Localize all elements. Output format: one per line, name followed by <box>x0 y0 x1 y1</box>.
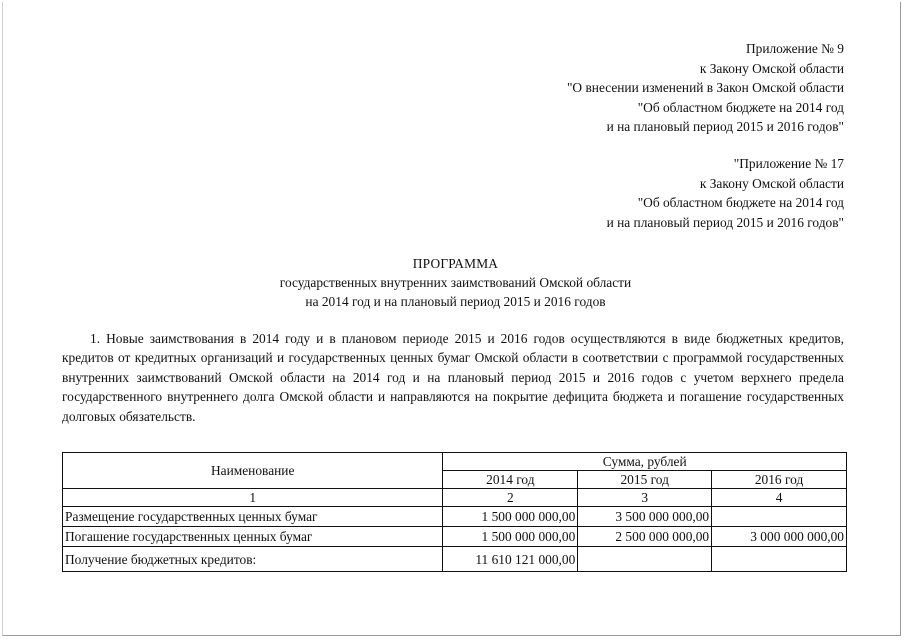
header-year-2014: 2014 год <box>443 471 578 489</box>
row-value-2016 <box>712 547 847 572</box>
header-name: Наименование <box>63 453 443 489</box>
paragraph-1: 1. Новые заимствования в 2014 году и в плановом периоде 2015 и 2016 годов осуществляются в виде бюджетных кредитов, кредитов от кредитных организаций и государственных ценных бумаг Омской области в соответствии с программой государственных внутренних заимствований Омской области на 2014 год и на плановый период 2015 и 2016 годов с учетом верхнего предела государственного внутреннего долга Омской области и направляются на покрытие дефицита бюджета и погашение государственных долговых обязательств. <box>62 331 844 424</box>
row-value-2015: 2 500 000 000,00 <box>578 527 712 547</box>
table-col-numbers-row <box>63 489 847 507</box>
appendix-main-line: и на плановый период 2015 и 2016 годов" <box>606 119 844 134</box>
title-program: ПРОГРАММА <box>412 256 499 271</box>
appendix-original-line: и на плановый период 2015 и 2016 годов" <box>606 214 844 230</box>
header-sum: Сумма, рублей <box>443 453 847 471</box>
header-year-2015: 2015 год <box>578 471 712 489</box>
header-year-2016: 2016 год <box>712 471 847 489</box>
title-subject: государственных внутренних заимствований Омской области <box>279 275 632 290</box>
col-number: 1 <box>63 489 443 507</box>
row-value-2014: 11 610 121 000,00 <box>443 547 578 572</box>
row-name: Погашение государственных ценных бумаг <box>63 527 443 547</box>
appendix-original-header <box>607 154 844 232</box>
row-value-2016 <box>712 507 847 527</box>
row-value-2015: 3 500 000 000,00 <box>578 507 712 527</box>
row-value-2016: 3 000 000 000,00 <box>712 527 847 547</box>
appendix-main-line: "Об областном бюджете на 2014 год <box>637 99 844 115</box>
document-title <box>0 254 905 311</box>
appendix-main-line: Приложение № 9 <box>745 41 844 56</box>
appendix-main-line: к Закону Омской области <box>699 60 844 76</box>
row-value-2014: 1 500 000 000,00 <box>443 527 578 547</box>
table-row <box>63 527 847 547</box>
col-number: 3 <box>578 489 712 507</box>
row-value-2014: 1 500 000 000,00 <box>443 507 578 527</box>
table-row <box>63 547 847 572</box>
appendix-original-line: "Об областном бюджете на 2014 год <box>637 195 844 210</box>
appendix-original-line: к Закону Омской области <box>699 175 844 191</box>
row-name: Размещение государственных ценных бумаг <box>63 507 443 527</box>
borrowings-table <box>62 452 847 572</box>
appendix-main-line: "О внесении изменений в Закон Омской области <box>566 80 844 95</box>
col-number: 4 <box>712 489 847 507</box>
appendix-main-header <box>567 39 844 137</box>
row-value-2015 <box>578 547 712 572</box>
col-number: 2 <box>443 489 578 507</box>
title-period: на 2014 год и на плановый период 2015 и 2016 годов <box>305 294 606 309</box>
table-header-row <box>63 453 847 471</box>
table-row <box>63 507 847 527</box>
row-name: Получение бюджетных кредитов: <box>63 547 443 572</box>
appendix-original-line: "Приложение № 17 <box>733 156 844 171</box>
